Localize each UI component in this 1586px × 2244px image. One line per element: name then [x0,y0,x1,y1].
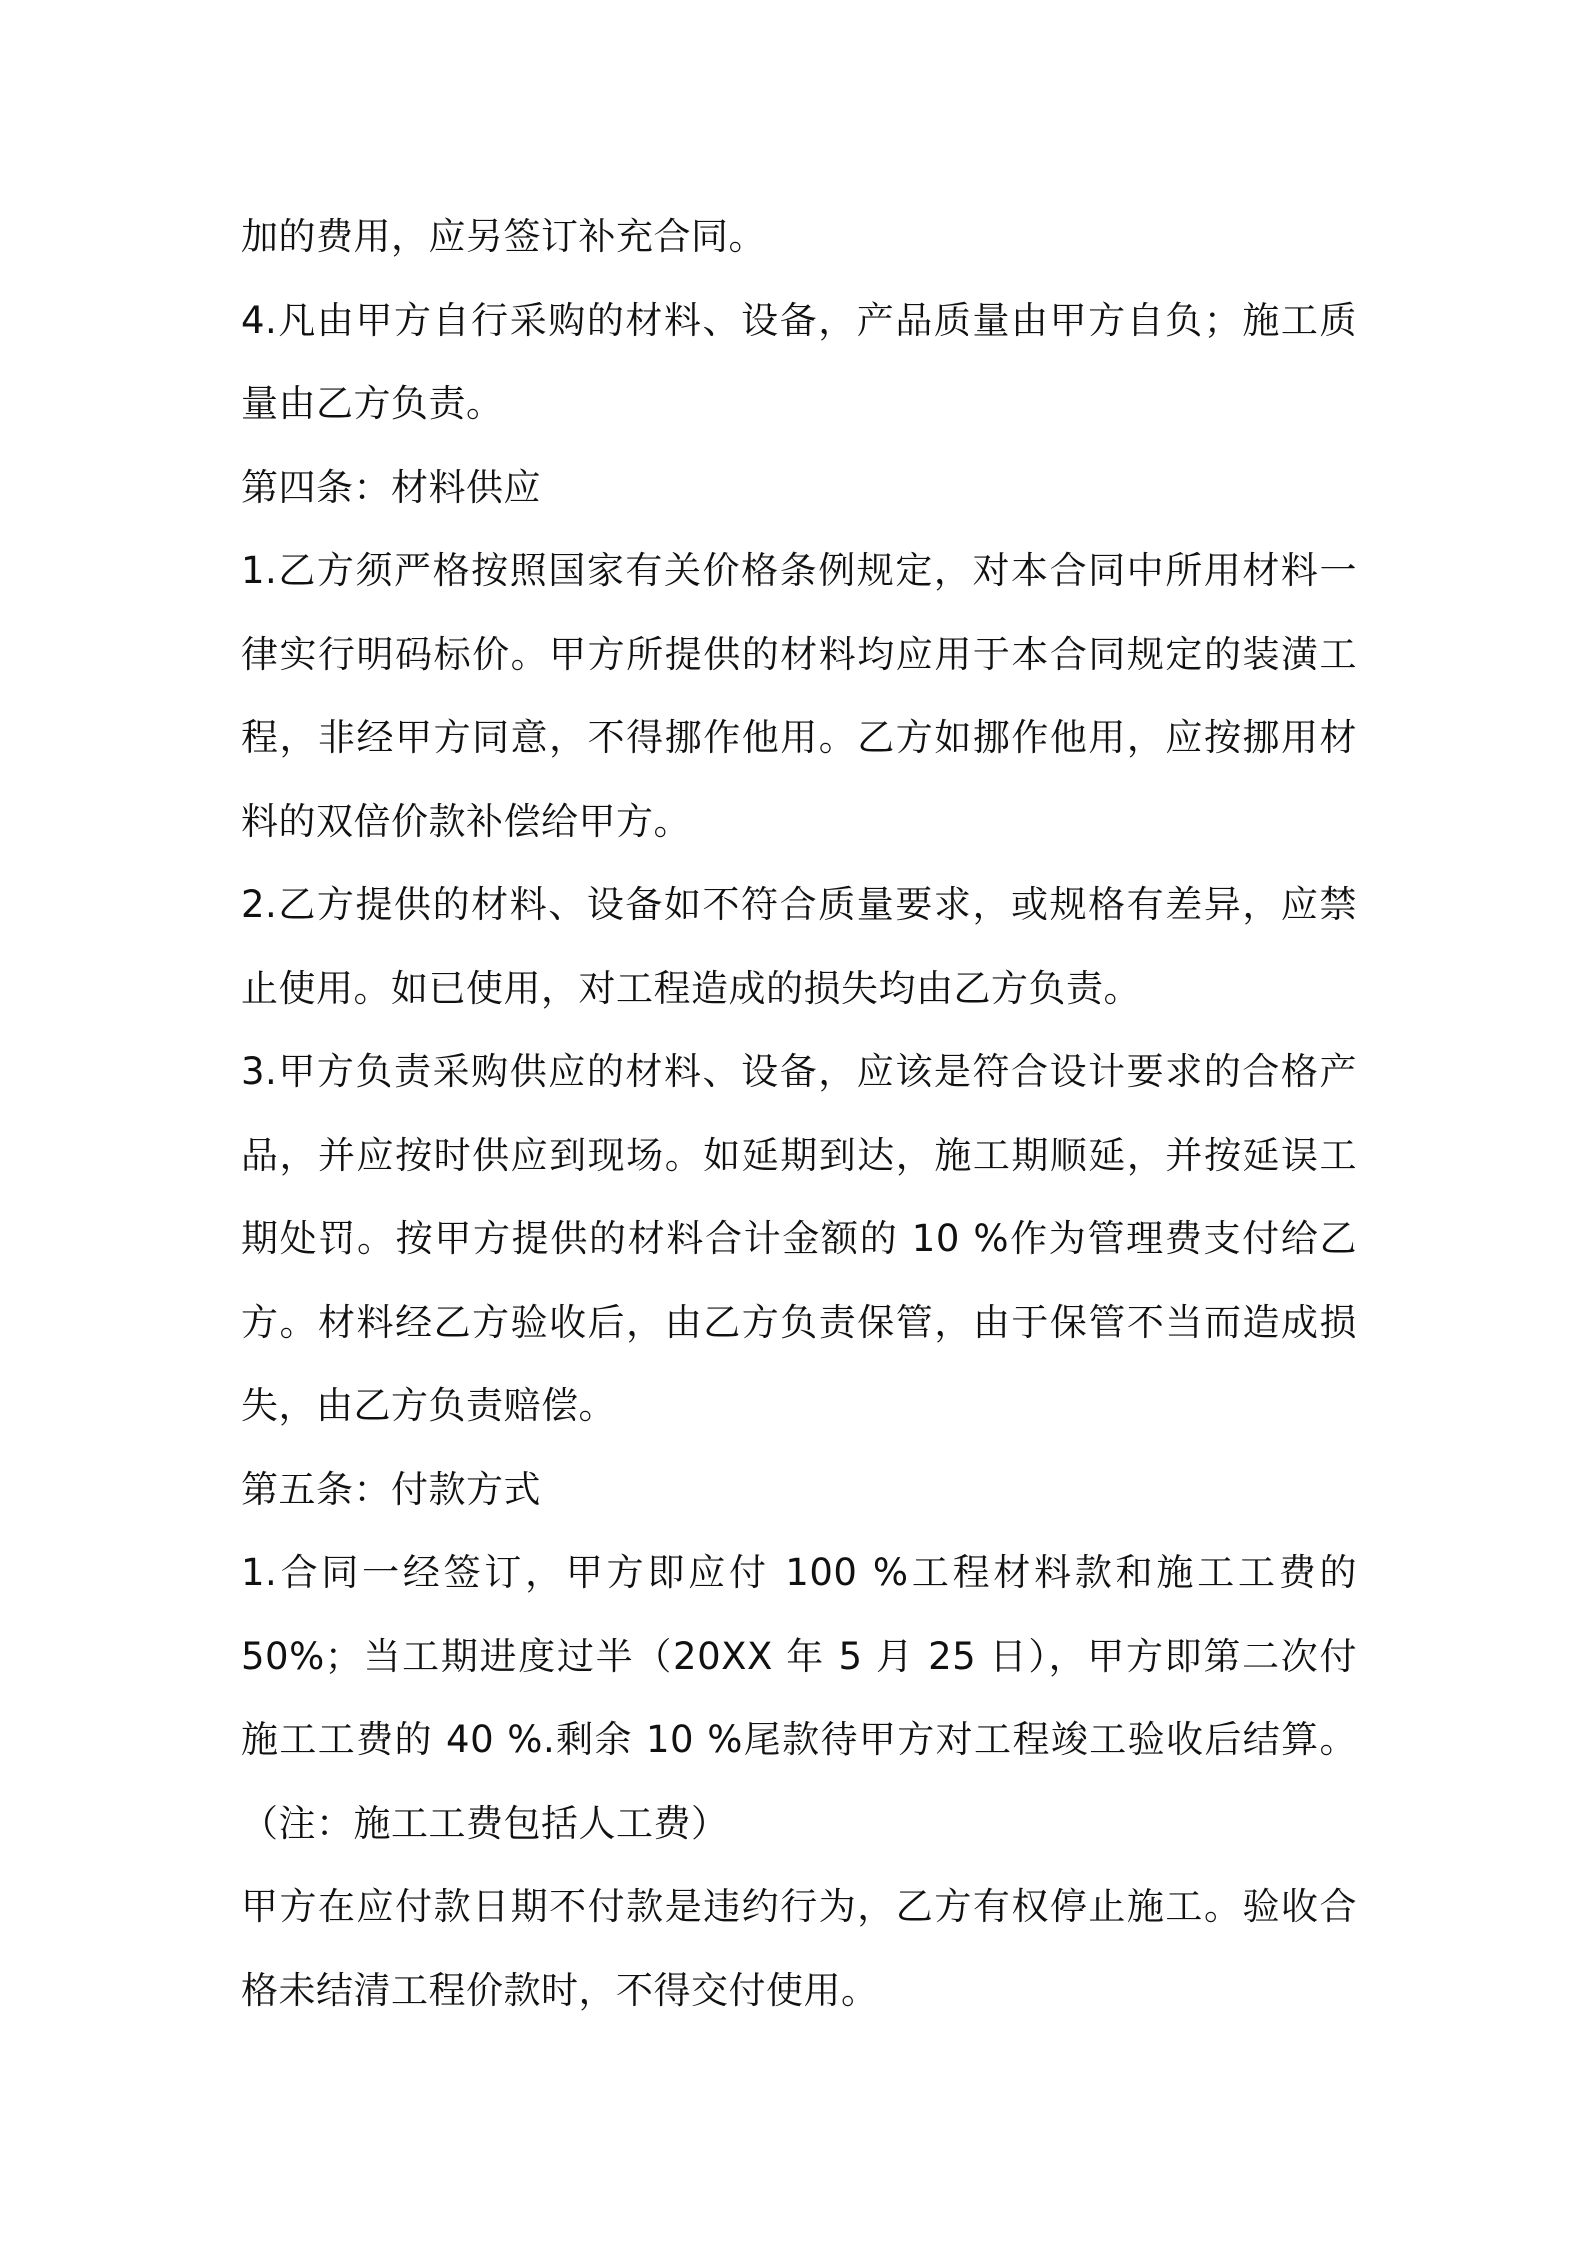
paragraph-clause-5-1: 1.合同一经签订，甲方即应付 100 %工程材料款和施工工费的 50%；当工期进度过半（20XX 年 5 月 25 日），甲方即第二次付施工工费的 40 %.剩余 10 %尾款待甲方对工程竣工验收后结算。（注：施工工费包括人工费） [241,1551,1357,1845]
paragraph-clause-4-1: 1.乙方须严格按照国家有关价格条例规定，对本合同中所用材料一律实行明码标价。甲方所提供的材料均应用于本合同规定的装潢工程，非经甲方同意，不得挪作他用。乙方如挪作他用，应按挪用材料的双倍价款补偿给甲方。 [241,549,1357,843]
section-heading-article-4: 第四条：材料供应 [241,465,541,509]
paragraph-clause-4-2: 2.乙方提供的材料、设备如不符合质量要求，或规格有差异，应禁止使用。如已使用，对工程造成的损失均由乙方负责。 [241,883,1357,1010]
paragraph-clause-3-4: 4.凡由甲方自行采购的材料、设备，产品质量由甲方自负；施工质量由乙方负责。 [241,298,1357,425]
paragraph-clause-4-3: 3.甲方负责采购供应的材料、设备，应该是符合设计要求的合格产品，并应按时供应到现场。如延期到达，施工期顺延，并按延误工期处罚。按甲方提供的材料合计金额的 10 %作为管理费支付给乙方。材料经乙方验收后，由乙方负责保管，由于保管不当而造成损失，由乙方负责赔偿。 [241,1050,1357,1427]
paragraph-continuation: 加的费用，应另签订补充合同。 [241,215,766,258]
document-body [241,195,1357,2032]
paragraph-payment-default: 甲方在应付款日期不付款是违约行为，乙方有权停止施工。验收合格未结清工程价款时，不得交付使用。 [241,1885,1357,2012]
section-heading-article-5: 第五条：付款方式 [241,1467,541,1511]
